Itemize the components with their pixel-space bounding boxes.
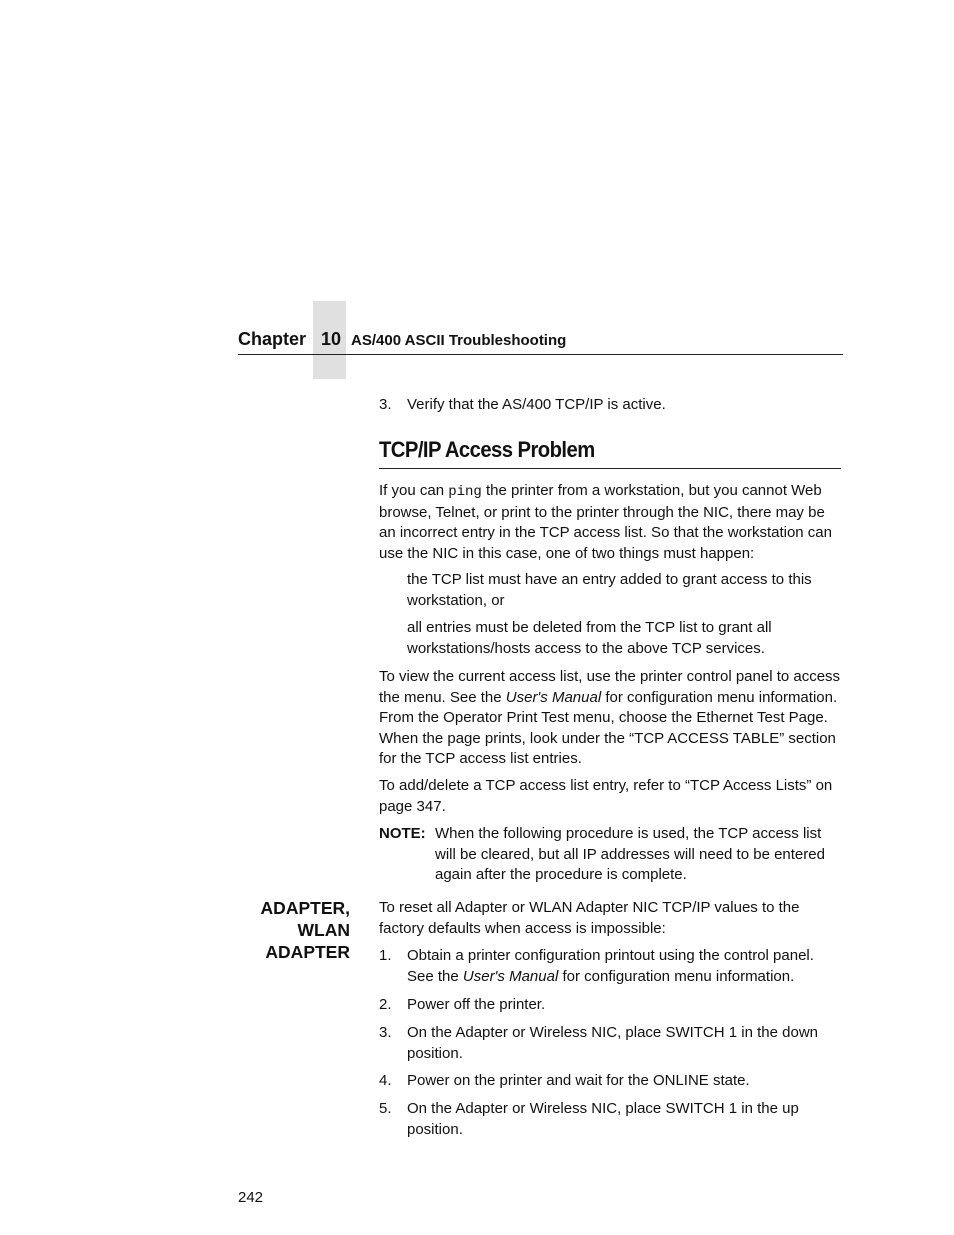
paragraph (379, 481, 841, 564)
side-heading-line: ADAPTER (265, 942, 350, 962)
step-number: 3. (379, 1024, 392, 1041)
manual-title: User's Manual (505, 688, 602, 706)
step-number: 2. (379, 996, 392, 1013)
chapter-number: 10 (321, 329, 342, 349)
section-divider (379, 468, 841, 469)
step-number: 3. (379, 396, 392, 413)
paragraph (379, 667, 841, 770)
note-text: When the following procedure is used, the TCP access list will be cleared, but all IP addresses will need to be entered again after the procedure is complete. (435, 825, 825, 883)
step-number: 1. (379, 947, 392, 964)
step-text: Verify that the AS/400 TCP/IP is active. (407, 396, 666, 413)
note-label: NOTE: (379, 825, 426, 842)
step-text: Power on the printer and wait for the ONLINE state. (407, 1072, 750, 1089)
side-heading-line: ADAPTER, (260, 898, 350, 918)
manual-title: User's Manual (462, 967, 559, 985)
step-text-part: for configuration menu information. (558, 967, 795, 985)
step-number: 4. (379, 1072, 392, 1089)
side-heading (200, 897, 350, 963)
list-item: all entries must be deleted from the TCP list to grant all workstations/hosts access to the above TCP services. (407, 619, 772, 657)
list-item: the TCP list must have an entry added to grant access to this workstation, or (407, 571, 812, 609)
paragraph-text: the printer from a workstation, but you cannot Web browse, Telnet, or print to the printer through the NIC, there may be an incorrect entry in the TCP access list. So that the workstation can use the NIC in this case, one of two things must happen: (379, 482, 832, 562)
chapter-label: Chapter (238, 329, 307, 349)
step-text-part: Obtain a printer configuration printout using the control panel. See the (407, 947, 814, 985)
step-text: On the Adapter or Wireless NIC, place SWITCH 1 in the down position. (407, 1024, 818, 1062)
step-text: Power off the printer. (407, 996, 546, 1013)
page-number: 242 (238, 1189, 264, 1206)
header-divider (238, 354, 843, 355)
chapter-title: AS/400 ASCII Troubleshooting (351, 332, 567, 349)
paragraph: To add/delete a TCP access list entry, refer to “TCP Access Lists” on page 347. (379, 777, 833, 815)
paragraph-text: for configuration menu information. From the Operator Print Test menu, choose the Ethernet Test Page. When the page prints, look under the “TCP ACCESS TABLE” section for the TCP access list entries. (379, 688, 838, 767)
step-text (407, 946, 843, 987)
step-text: On the Adapter or Wireless NIC, place SWITCH 1 in the up position. (407, 1100, 799, 1138)
paragraph-text: If you can (379, 482, 449, 499)
paragraph: To reset all Adapter or WLAN Adapter NIC TCP/IP values to the factory defaults when access is impossible: (379, 899, 800, 937)
paragraph-text: To view the current access list, use the printer control panel to access the menu. See the (379, 668, 841, 706)
step-number: 5. (379, 1100, 392, 1117)
code-ping: ping (448, 484, 482, 500)
section-heading: TCP/IP Access Problem (379, 437, 595, 462)
side-heading-line: WLAN (297, 920, 350, 940)
